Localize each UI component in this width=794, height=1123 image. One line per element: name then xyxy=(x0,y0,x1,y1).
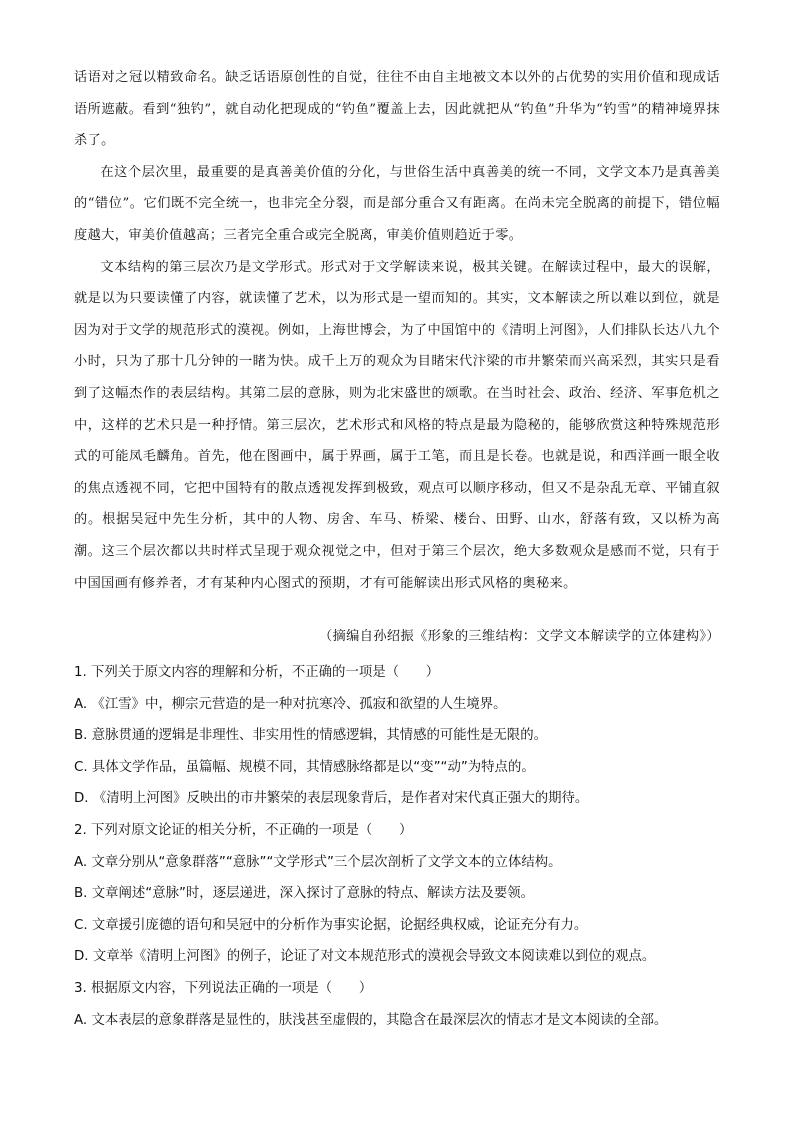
question-2-option-a: A. 文章分别从“意象群落”“意脉”“文学形式”三个层次剖析了文学文本的立体结构。 xyxy=(74,854,562,870)
source-citation: （摘编自孙绍振《形象的三维结构：文学文本解读学的立体建构》） xyxy=(318,629,720,644)
passage-paragraph-2: 在这个层次里，最重要的是真善美价值的分化，与世俗生活中真善美的统一不同，文学文本乃是真善美的“错位”。它们既不完全统一，也非完全分裂，而是部分重合又有距离。在尚未完全脱离的前提下，错位幅度越大，审美价值越高；三者完全重合或完全脱离，审美价值则趋近于零。 xyxy=(74,164,720,243)
question-1-option-b: B. 意脉贯通的逻辑是非理性、非实用性的情感逻辑，其情感的可能性是无限的。 xyxy=(74,728,547,744)
passage-paragraph-3: 文本结构的第三层次乃是文学形式。形式对于文学解读来说，极其关键。在解读过程中，最大的误解，就是以为只要读懂了内容，就读懂了艺术，以为形式是一望而知的。其实，文本解读之所以难以到位，就是因为对于文学的规范形式的漠视。例如，上海世博会，为了中国馆中的《清明上河图》，人们排队长达八九个小时，只为了那十几分钟的一睹为快。成千上万的观众为目睹宋代汴梁的市井繁荣而兴高采烈，其实只是看到了这幅杰作的表层结构。其第二层的意脉，则为北宋盛世的颂歌。在当时社会、政治、经济、军事危机之中，这样的艺术只是一种抒情。第三层次，艺术形式和风格的特点是最为隐秘的，能够欣赏这种特殊规范形式的可能凤毛麟角。首先，他在图画中，属于界画，属于工笔，而且是长卷。也就是说，和西洋画一眼全收的焦点透视不同，它把中国特有的散点透视发挥到极致，观点可以顺序移动，但又不是杂乱无章、平铺直叙的。根据吴冠中先生分析，其中的人物、房舍、车马、桥梁、楼台、田野、山水，舒落有致，又以桥为高潮。这三个层次都以共时样式呈现于观众视觉之中，但对于第三个层次，绝大多数观众是感而不觉，只有于中国国画有修养者，才有某种内心图式的预期，才有可能解读出形式风格的奥秘来。 xyxy=(74,259,720,591)
question-3-stem: 3. 根据原文内容，下列说法正确的一项是（ ） xyxy=(74,980,373,996)
passage xyxy=(74,62,720,599)
question-1-option-d: D. 《清明上河图》反映出的市井繁荣的表层现象背后，是作者对宋代真正强大的期待。 xyxy=(74,791,589,807)
question-1-option-a: A. 《江雪》中，柳宗元营造的是一种对抗寒冷、孤寂和欲望的人生境界。 xyxy=(74,696,507,712)
questions-section xyxy=(74,657,734,1036)
question-2-stem: 2. 下列对原文论证的相关分析，不正确的一项是（ ） xyxy=(74,822,413,838)
question-3-option-a: A. 文本表层的意象群落是显性的，肤浅甚至虚假的，其隐含在最深层次的情志才是文本阅读的全部。 xyxy=(74,1012,668,1028)
question-1-option-c: C. 具体文学作品，虽篇幅、规模不同，其情感脉络都是以“变”“动”为特点的。 xyxy=(74,759,535,775)
passage-paragraph-1: 话语对之冠以精致命名。缺乏话语原创性的自觉，往往不由自主地被文本以外的占优势的实用价值和现成话语所遮蔽。看到“独钓”，就自动化把现成的“钓鱼”覆盖上去，因此就把从“钓鱼”升华为“钓雪”的精神境界抹杀了。 xyxy=(74,70,720,149)
question-1-stem: 1. 下列关于原文内容的理解和分析，不正确的一项是（ ） xyxy=(74,665,440,680)
question-2-option-b: B. 文章阐述“意脉”时，逐层递进，深入探讨了意脉的特点、解读方法及要领。 xyxy=(74,886,535,902)
question-2-option-d: D. 文章举《清明上河图》的例子，论证了对文本规范形式的漠视会导致文本阅读难以到位的观点。 xyxy=(74,949,656,965)
question-2-option-c: C. 文章援引庞德的语句和吴冠中的分析作为事实论据，论据经典权威，论证充分有力。 xyxy=(74,917,588,933)
